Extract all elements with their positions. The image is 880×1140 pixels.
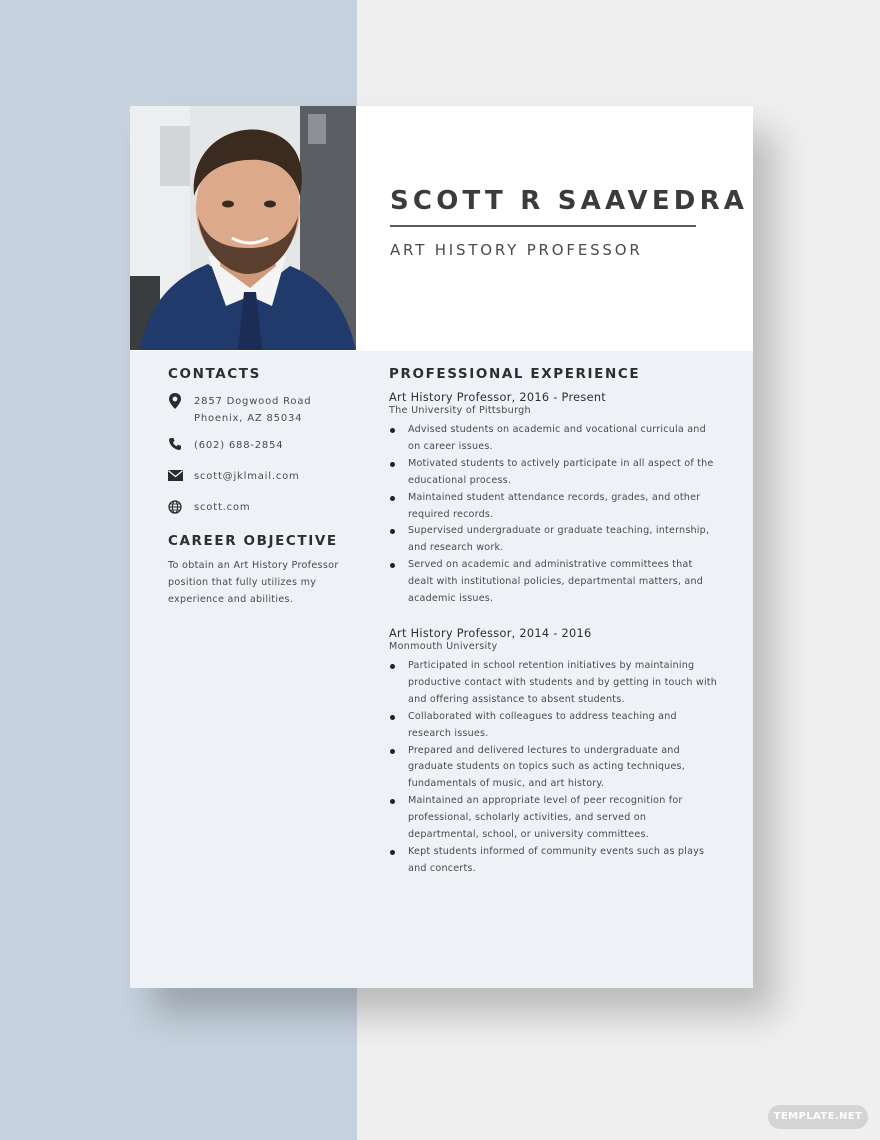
duty-item: Maintained an appropriate level of peer recognition for professional, scholarly activities, and served on departmental, school, or university committees. — [389, 793, 719, 844]
career-objective-text: To obtain an Art History Professor position that fully utilizes my experience and abilities. — [168, 560, 339, 605]
contact-address — [168, 393, 348, 427]
resume-page — [130, 106, 753, 988]
contact-phone — [168, 437, 348, 454]
duty-item: Advised students on academic and vocational curricula and on career issues. — [389, 422, 719, 456]
right-column — [389, 366, 719, 878]
duty-item: Prepared and delivered lectures to undergraduate and graduate students on topics such as acting techniques, fundamentals of music, and art history. — [389, 743, 719, 794]
phone-text: (602) 688-2854 — [194, 440, 284, 451]
profile-photo — [130, 106, 356, 350]
phone-icon — [168, 437, 182, 451]
globe-icon — [168, 499, 182, 513]
duty-item: Collaborated with colleagues to address teaching and research issues. — [389, 709, 719, 743]
template-net-badge[interactable]: TEMPLATE.NET — [768, 1105, 868, 1129]
job-entry — [389, 627, 719, 878]
duty-item: Maintained student attendance records, grades, and other required records. — [389, 490, 719, 524]
duty-item: Kept students informed of community events such as plays and concerts. — [389, 844, 719, 878]
address-line-1: 2857 Dogwood Road — [194, 396, 312, 407]
candidate-role: ART HISTORY PROFESSOR — [390, 241, 643, 259]
experience-heading: PROFESSIONAL EXPERIENCE — [389, 366, 641, 382]
job-duties — [389, 422, 719, 608]
contact-email — [168, 468, 348, 485]
map-pin-icon — [168, 393, 182, 407]
envelope-icon — [168, 468, 182, 482]
website-text: scott.com — [194, 502, 251, 513]
email-text: scott@jklmail.com — [194, 471, 300, 482]
duty-item: Served on academic and administrative committees that dealt with institutional policies, departmental matters, and academic issues. — [389, 557, 719, 608]
duty-item: Motivated students to actively participate in all aspect of the educational process. — [389, 456, 719, 490]
name-divider — [390, 225, 696, 227]
job-employer: Monmouth University — [389, 640, 498, 652]
left-column — [168, 366, 348, 608]
job-title: Art History Professor, 2014 - 2016 — [389, 626, 592, 640]
contacts-heading: CONTACTS — [168, 366, 261, 382]
candidate-name: SCOTT R SAAVEDRA — [390, 186, 749, 216]
duty-item: Supervised undergraduate or graduate teaching, internship, and research work. — [389, 523, 719, 557]
job-employer: The University of Pittsburgh — [389, 405, 531, 416]
job-duties — [389, 658, 719, 878]
job-entry — [389, 391, 719, 608]
job-title: Art History Professor, 2016 - Present — [389, 391, 607, 404]
address-line-2: Phoenix, AZ 85034 — [194, 413, 303, 424]
duty-item: Participated in school retention initiatives by maintaining productive contact with students and by getting in touch with and offering assistance to absent students. — [389, 658, 719, 709]
resume-header — [130, 106, 753, 351]
contact-website — [168, 499, 348, 516]
career-objective-heading: CAREER OBJECTIVE — [168, 533, 338, 549]
